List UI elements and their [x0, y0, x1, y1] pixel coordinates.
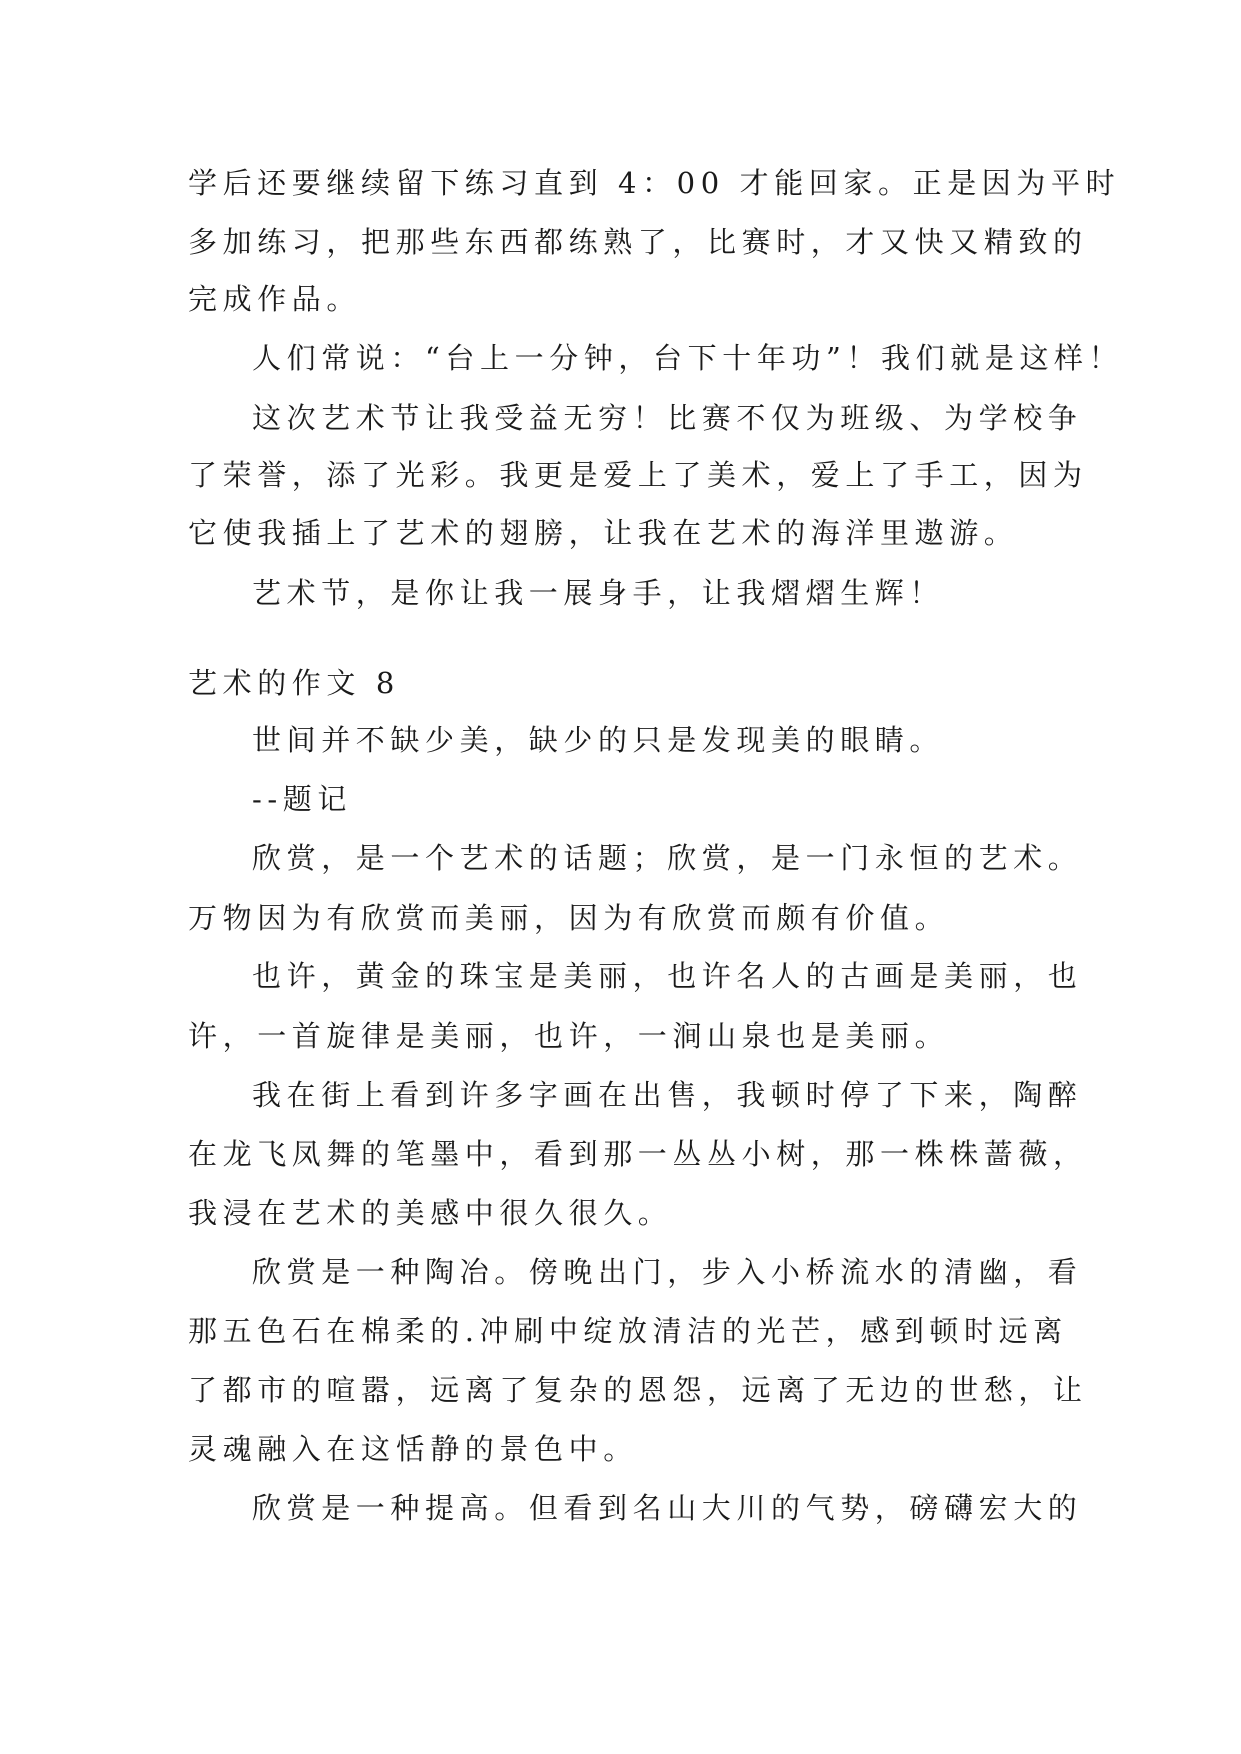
- section-heading: 艺术的作文 8: [188, 666, 400, 700]
- text-line: 也许，黄金的珠宝是美丽，也许名人的古画是美丽，也: [252, 959, 1083, 993]
- text-line: 万物因为有欣赏而美丽，因为有欣赏而颇有价值。: [188, 901, 950, 935]
- text-line: 许，一首旋律是美丽，也许，一涧山泉也是美丽。: [188, 1019, 950, 1053]
- text-line: 完成作品。: [188, 282, 362, 316]
- text-line: 灵魂融入在这恬静的景色中。: [188, 1432, 638, 1466]
- text-line: 世间并不缺少美，缺少的只是发现美的眼睛。: [252, 723, 945, 757]
- text-line: 欣赏，是一个艺术的话题；欣赏，是一门永恒的艺术。: [252, 841, 1083, 875]
- text-line: 我浸在艺术的美感中很久很久。: [188, 1196, 673, 1230]
- text-line: 了都市的喧嚣，远离了复杂的恩怨，远离了无边的世愁，让: [188, 1373, 1088, 1407]
- text-line: 人们常说：“台上一分钟，台下十年功”！我们就是这样！: [252, 341, 1124, 375]
- text-line: 在龙飞凤舞的笔墨中，看到那一丛丛小树，那一株株蔷薇，: [188, 1137, 1088, 1171]
- text-line: 我在街上看到许多字画在出售，我顿时停了下来，陶醉: [252, 1078, 1083, 1112]
- text-line: 那五色石在棉柔的.冲刷中绽放清洁的光芒，感到顿时远离: [188, 1314, 1068, 1348]
- text-line: 欣赏是一种陶冶。傍晚出门，步入小桥流水的清幽，看: [252, 1255, 1083, 1289]
- text-line: 这次艺术节让我受益无穷！比赛不仅为班级、为学校争: [252, 401, 1083, 435]
- text-line: --题记: [252, 782, 352, 816]
- text-line: 多加练习，把那些东西都练熟了，比赛时，才又快又精致的: [188, 225, 1088, 259]
- text-line: 艺术节，是你让我一展身手，让我熠熠生辉！: [252, 576, 945, 610]
- text-line: 学后还要继续留下练习直到 4：00 才能回家。正是因为平时: [188, 166, 1121, 200]
- text-line: 欣赏是一种提高。但看到名山大川的气势，磅礴宏大的: [252, 1491, 1083, 1525]
- text-line: 它使我插上了艺术的翅膀，让我在艺术的海洋里遨游。: [188, 516, 1019, 550]
- text-line: 了荣誉，添了光彩。我更是爱上了美术，爱上了手工，因为: [188, 458, 1088, 492]
